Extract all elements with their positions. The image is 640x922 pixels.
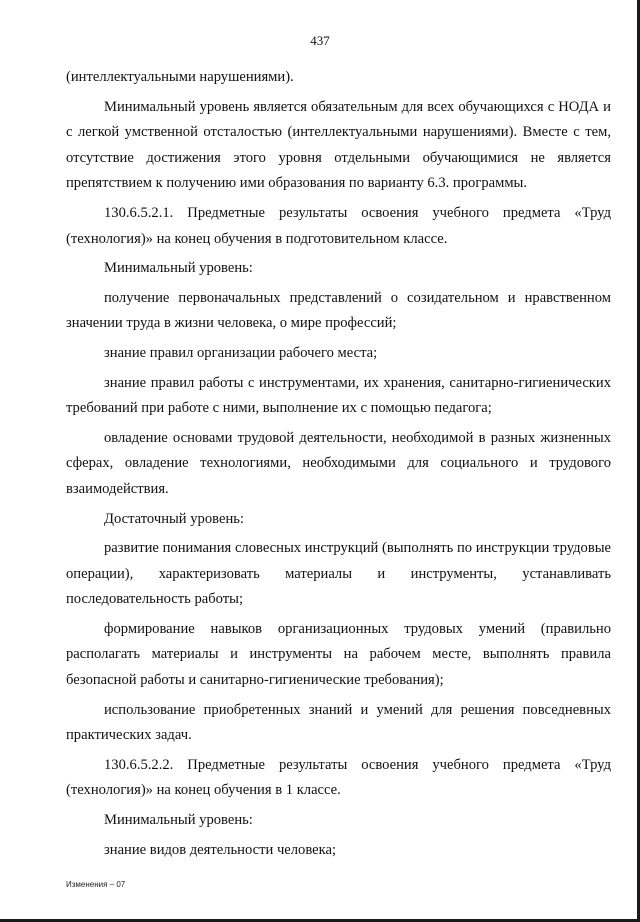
page-body xyxy=(66,65,611,867)
paragraph: овладение основами трудовой деятельности, необходимой в разных жизненных сферах, овладение технологиями, необходимыми для социального и трудового взаимодействия. xyxy=(66,429,611,497)
paragraph: получение первоначальных представлений о созидательном и нравственном значении труда в жизни человека, о мире профессий; xyxy=(66,289,611,332)
paragraph: использование приобретенных знаний и умений для решения повседневных практических задач. xyxy=(66,701,611,744)
footer-note: Изменения – 07 xyxy=(66,880,126,889)
page-number: 437 xyxy=(310,33,330,48)
paragraph: 130.6.5.2.1. Предметные результаты освоения учебного предмета «Труд (технология)» на конец обучения в подготовительном классе. xyxy=(66,204,611,247)
paragraph: Достаточный уровень: xyxy=(104,510,244,527)
paragraph: Минимальный уровень: xyxy=(104,260,253,277)
paragraph: развитие понимания словесных инструкций (выполнять по инструкции трудовые операции), характеризовать материалы и инструменты, устанавливать последовательность работы; xyxy=(66,540,611,608)
paragraph: знание правил организации рабочего места; xyxy=(104,344,378,361)
paragraph: знание правил работы с инструментами, их хранения, санитарно-гигиенических требований при работе с ними, выполнение их с помощью педагога; xyxy=(66,374,611,417)
paragraph: 130.6.5.2.2. Предметные результаты освоения учебного предмета «Труд (технология)» на конец обучения в 1 классе. xyxy=(66,756,611,799)
paragraph: Минимальный уровень является обязательным для всех обучающихся с НОДА и с легкой умственной отсталостью (интеллектуальными нарушениями). Вместе с тем, отсутствие достижения этого уровня отдельными обучающимися не является препятствием к получению ими образования по варианту 6.3. программы. xyxy=(66,98,611,192)
paragraph: (интеллектуальными нарушениями). xyxy=(66,69,294,85)
paragraph: знание видов деятельности человека; xyxy=(104,841,337,858)
paragraph: Минимальный уровень: xyxy=(104,812,253,829)
paragraph: формирование навыков организационных трудовых умений (правильно располагать материалы и инструменты на рабочем месте, выполнять правила безопасной работы и санитарно-гигиенические требования); xyxy=(66,620,611,689)
